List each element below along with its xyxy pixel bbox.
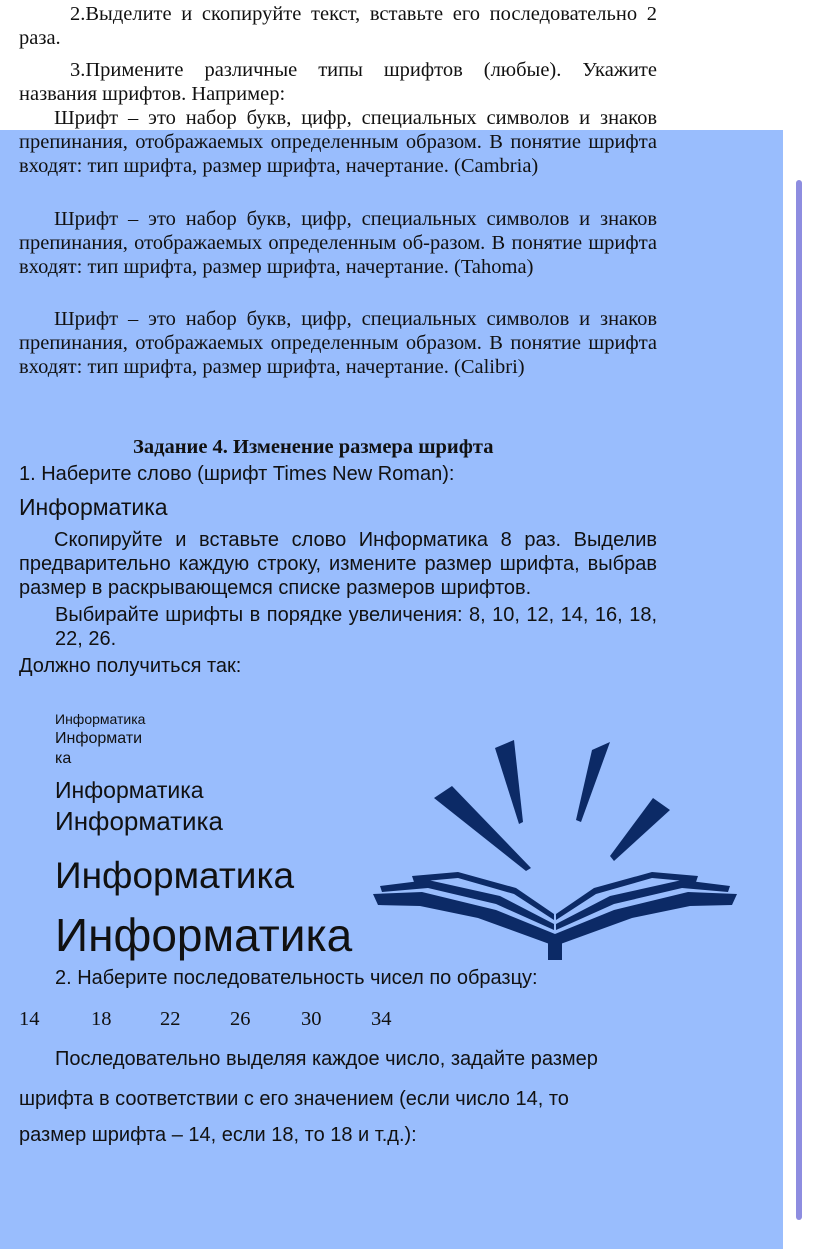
list-item-3: 3.Примените различные типы шрифтов (любые). Укажите названия шрифтов. Например:: [19, 59, 657, 105]
task-step-1: 1. Наберите слово (шрифт Times New Roman):: [19, 463, 455, 485]
sample-size-10-part1: Информати: [55, 730, 143, 747]
final-instruction-line-3: размер шрифта – 14, если 18, то 18 и т.д.):: [19, 1124, 417, 1146]
task-step-2: 2. Наберите последовательность чисел по образцу:: [55, 967, 538, 989]
number-14: 14: [19, 1008, 40, 1030]
example-calibri: Шрифт – это набор букв, цифр, специальных символов и знаков препинания, отображаемых определенным образом. В понятие шрифта входят: тип шрифта, размер шрифта, начертание. (Calibri): [19, 308, 657, 378]
sample-size-22: Информатика: [55, 909, 353, 961]
task-instruction: Скопируйте и вставьте слово Информатика 8 раз. Выделив предварительно каждую строку, измените размер шрифта, выбрав размер в раскрывающемся списке размеров шрифтов.: [19, 529, 657, 599]
task-heading: Задание 4. Изменение размера шрифта: [133, 436, 494, 458]
sample-size-8: Информатика: [55, 711, 146, 727]
sample-word: Информатика: [19, 494, 168, 520]
number-22: 22: [160, 1008, 181, 1030]
number-30: 30: [301, 1008, 322, 1030]
sample-size-12: Информатика: [55, 777, 204, 803]
result-label: Должно получиться так:: [19, 655, 242, 677]
sample-size-14: Информатика: [55, 806, 223, 836]
vertical-scrollbar[interactable]: [796, 180, 802, 1220]
list-item-2: 2.Выделите и скопируйте текст, вставьте его последовательно 2 раза.: [19, 3, 657, 49]
number-34: 34: [371, 1008, 392, 1030]
final-instruction-line-1: Последовательно выделяя каждое число, задайте размер: [55, 1048, 598, 1070]
open-book-icon: [368, 738, 742, 960]
sample-size-10-part2: ка: [55, 750, 72, 767]
example-tahoma: Шрифт – это набор букв, цифр, специальных символов и знаков препинания, отображаемых определенным об-разом. В понятие шрифта входят: тип шрифта, размер шрифта, начертание. (Tahoma): [19, 208, 657, 278]
task-order: Выбирайте шрифты в порядке увеличения: 8, 10, 12, 14, 16, 18, 22, 26.: [55, 604, 657, 650]
final-instruction-line-2: шрифта в соответствии с его значением (если число 14, то: [19, 1088, 569, 1110]
number-18: 18: [91, 1008, 112, 1030]
number-26: 26: [230, 1008, 251, 1030]
highlight-background: [0, 130, 783, 1249]
sample-size-18: Информатика: [55, 855, 295, 896]
example-cambria: Шрифт – это набор букв, цифр, специальных символов и знаков препинания, отображаемых определенным образом. В понятие шрифта входят: тип шрифта, размер шрифта, начертание. (Cambria): [19, 107, 657, 177]
